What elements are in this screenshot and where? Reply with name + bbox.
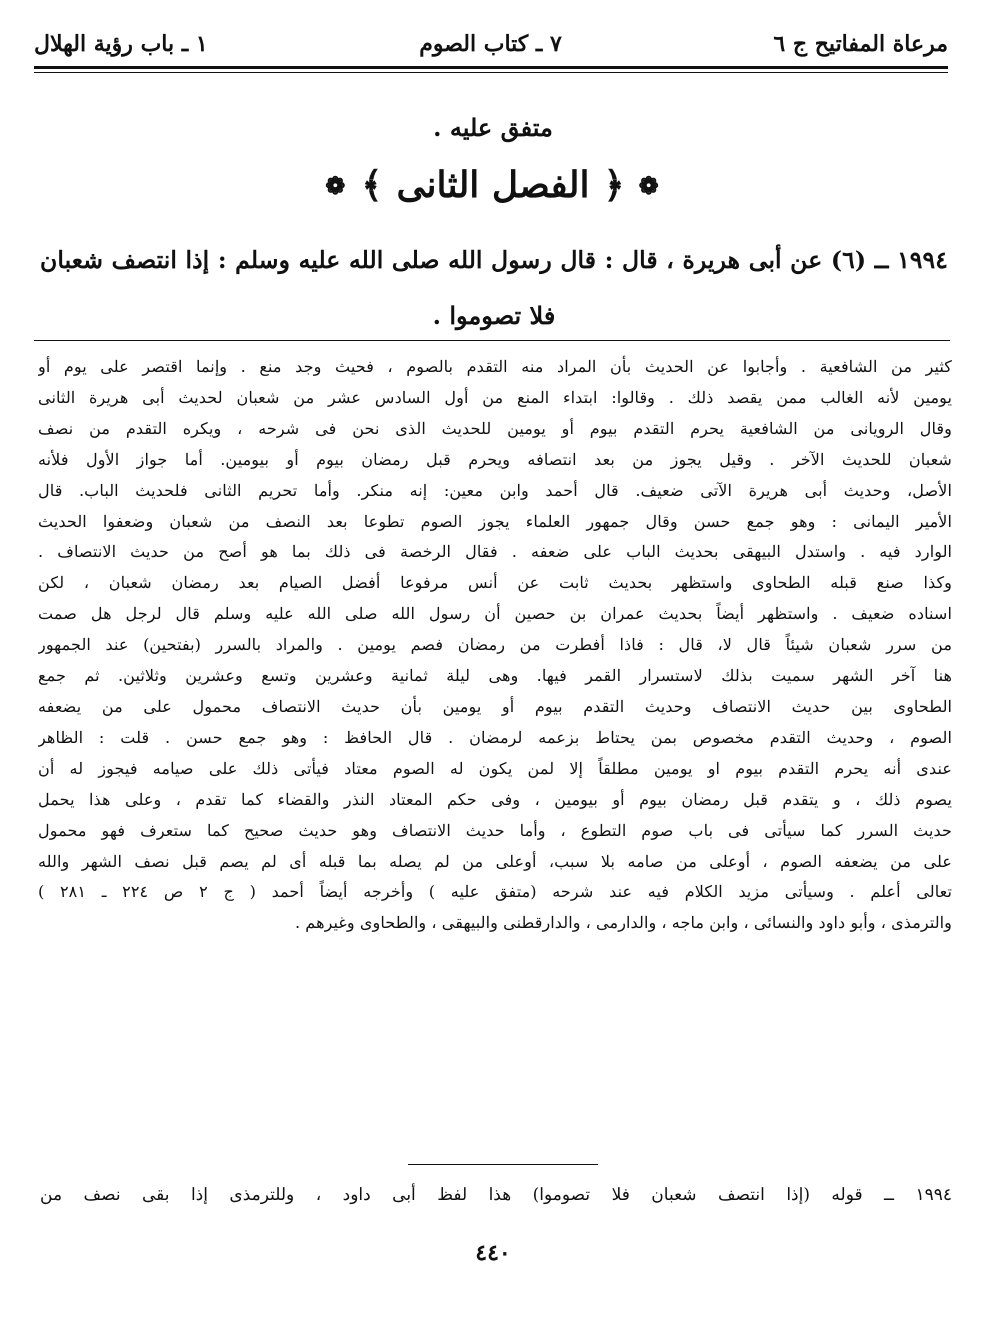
hadith-line: فلا تصوموا .	[432, 301, 556, 330]
section-title: الفصل الثانى	[396, 164, 590, 206]
commentary-line: والترمذى ، وأبو داود والنسائى ، وابن ماجه ، والدارمى ، والدارقطنى والبيهقى ، والطحاوى وغيرهم .	[295, 913, 952, 933]
header-rule-thin	[34, 72, 948, 73]
hadith-line: ١٩٩٤ ــ (٦) عن أبى هريرة ، قال : قال رسول الله صلى الله عليه وسلم : إذا انتصف شعبان	[40, 246, 948, 274]
section-heading	[0, 164, 986, 206]
body-separator	[34, 340, 950, 341]
header-book-title: مرعاة المفاتيح ج ٦	[773, 31, 948, 57]
commentary-line: الصوم ، وحديث التقدم مخصوص بمن يحتاط بزعمه لرمضان . قال الحافظ : وهو جمع حسن . قلت : الظاهر	[38, 727, 952, 747]
commentary-line: الوارد فيه . واستدل البيهقى بحديث الباب على ضعفه . فقال الرخصة فى ذلك بما هو أصح من حديث الانتصاف .	[38, 542, 952, 562]
commentary-line: وكذا صنع قبله الطحاوى واستظهر بحديث ثابت عن أنس مرفوعا أفضل الصيام بعد رمضان شعبان ، لكن	[38, 573, 952, 593]
commentary-line: عندى أنه يحرم التقدم بيوم او يومين مطلقاً إلا لمن يكون له الصوم معتاد فيأتى ذلك على صيامه فيجوز له أن	[38, 758, 952, 778]
ornament-icon: ❁	[638, 170, 661, 200]
commentary-line: اسناده ضعيف . واستظهر أيضاً بحديث عمران بن حصين أن رسول الله صلى الله عليه وسلم قال لرجل هل صمت	[38, 604, 952, 624]
commentary-line: يومين لأنه الغالب ممن يقصد ذلك . وقالوا: ابتداء المنع من أول السادس عشر من شعبان لحديث أبى هريرة الثانى	[38, 387, 952, 407]
commentary-line: وقال الرويانى من الشافعية يحرم التقدم بيوم أو يومين للحديث الذى نحن فى شرحه ، ويكره التقدم من نصف	[38, 418, 952, 438]
hadith-text	[40, 232, 948, 344]
commentary-line: كثير من الشافعية . وأجابوا عن الحديث بأن المراد منه التقدم بالصوم ، فحيث وجد منع . وإنما اقتصر على يوم أو	[38, 357, 952, 376]
footnote-line: ١٩٩٤ ــ قوله (إذا انتصف شعبان فلا تصوموا) هذا لفظ أبى داود ، وللترمذى إذا بقى نصف من	[40, 1185, 952, 1205]
running-head	[34, 24, 948, 64]
commentary-line: تعالى أعلم . وسيأتى مزيد الكلام فيه عند شرحه (متفق عليه ) وأخرجه أيضاً أحمد ( ج ٢ ص ٢٢٤ ـ ٢٨١ )	[38, 882, 952, 902]
heading-bracket-close: ﴾	[361, 164, 383, 206]
commentary-line: على من يضعفه الصوم ، أوعلى من صامه بلا سبب، أوعلى من لم يصله بما قبله أى لم يصم قبل نصف الشهر والله	[38, 851, 952, 871]
commentary-line: الأصل، وحديث أبى هريرة الآتى ضعيف. قال أحمد وابن معين: إنه منكر. وأما تحريم الثانى فلحديث الباب. قال	[38, 480, 952, 500]
commentary-line: يصوم ذلك ، و يتقدم قبل رمضان بيوم أو بيومين ، وفى حكم المعتاد النذر والقضاء كما تقدم ، وعلى هذا يحمل	[38, 789, 952, 809]
commentary-line: شعبان للحديث الآخر . وقيل يجوز من بعد انتصافه ويحرم قبل رمضان بيوم أو بيومين. أما جواز الأول فلأنه	[38, 449, 952, 469]
agreed-upon-label: متفق عليه .	[433, 113, 553, 142]
heading-bracket-open: ﴿	[603, 164, 625, 206]
commentary-line: الطحاوى بين حديث الانتصاف وحديث التقدم بيوم أو يومين بأن حديث الانتصاف محمول على من يضعفه	[38, 696, 952, 716]
header-section: ١ ـ باب رؤية الهلال	[34, 31, 208, 57]
commentary-block	[38, 352, 952, 939]
commentary-line: حديث السرر كما سيأتى فى باب صوم التطوع ، وأما حديث الانتصاف وهو حديث صحيح كما ستعرف فهو محمول	[38, 820, 952, 840]
header-chapter: ٧ ـ كتاب الصوم	[419, 31, 562, 57]
footnote-rule	[408, 1164, 598, 1165]
ornament-icon: ❁	[325, 170, 348, 200]
commentary-line: هنا آخر الشهر سميت بذلك لاستسرار القمر فيها. وهى ليلة ثمانية وعشرين وتسع وعشرين وثلاثين. ثم جمع	[38, 666, 952, 686]
commentary-line: من سرر شعبان شيئاً قال لا، قال : فاذا أفطرت من رمضان فصم يومين . والمراد بالسرر (بفتحين) عند الجمهور	[38, 635, 952, 655]
page-number: ٤٤٠	[475, 1240, 511, 1266]
header-rule-thick	[34, 66, 948, 69]
commentary-line: الأمير اليمانى : وهو جمع حسن وقال جمهور العلماء يجوز الصوم تطوعا بعد النصف من شعبان وضعفوا الحديث	[38, 511, 952, 531]
